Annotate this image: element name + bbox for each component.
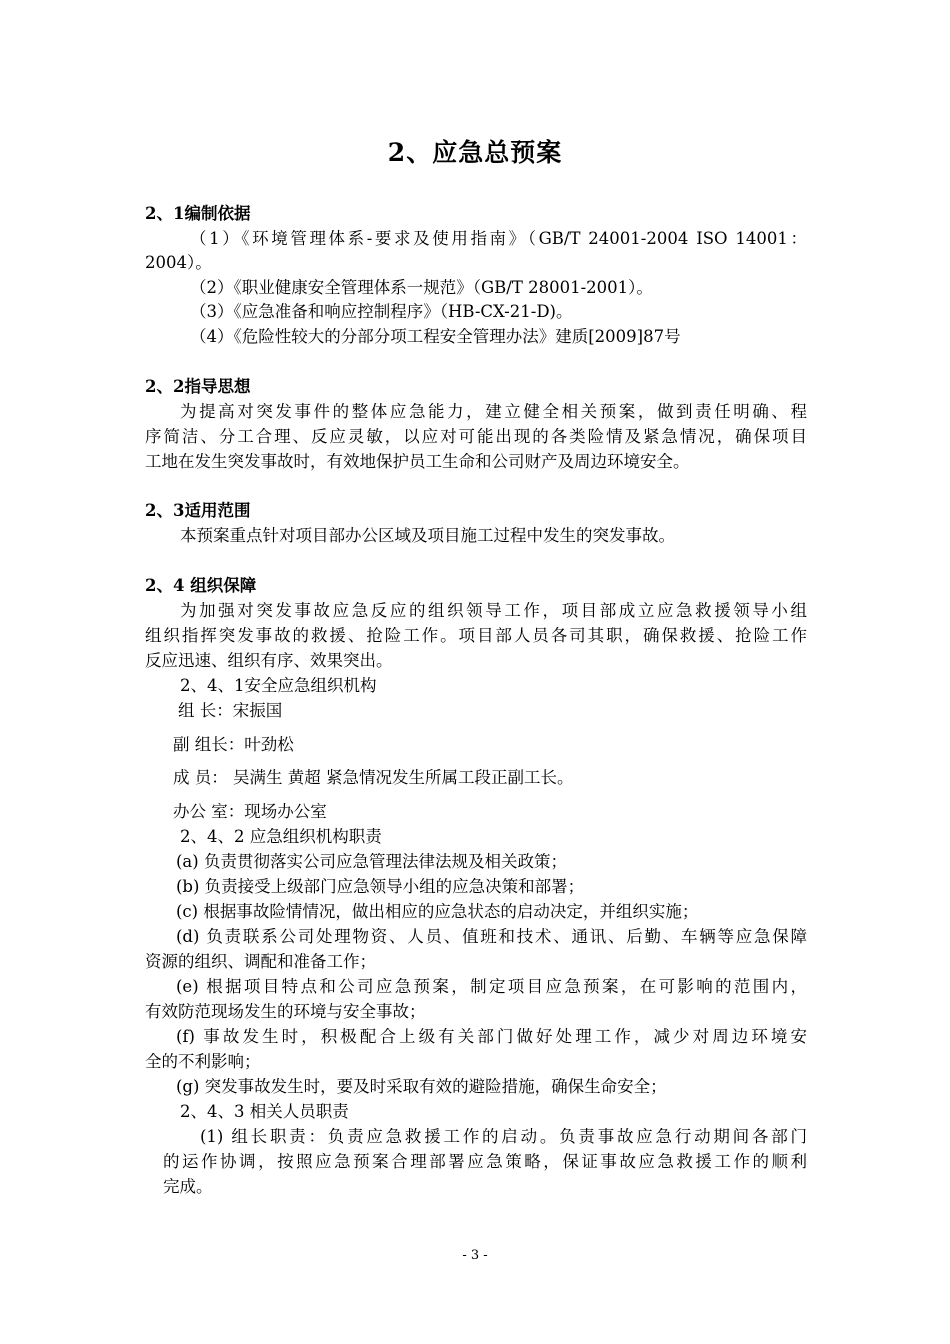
- guideline-line-1: 为提高对突发事件的整体应急能力，建立健全相关预案，做到责任明确、程: [180, 402, 807, 421]
- section-heading-2-4: 2、4 组织保障: [145, 576, 257, 595]
- guideline-line-3: 工地在发生突发事故时，有效地保护员工生命和公司财产及周边环境安全。: [145, 452, 690, 471]
- team-leader: 组 长：宋振国: [178, 701, 283, 720]
- team-deputy: 副 组长：叶劲松: [173, 735, 294, 754]
- page-title: 2、应急总预案: [387, 138, 563, 167]
- subsection-2-4-2: 2、4、2 应急组织机构职责: [180, 827, 382, 846]
- basis-item-2: （2）《职业健康安全管理体系一规范》（GB/T 28001-2001）。: [190, 278, 653, 297]
- duty-item-b: (b) 负责接受上级部门应急领导小组的应急决策和部署；: [176, 877, 585, 896]
- section-heading-2-2: 2、2指导思想: [145, 377, 251, 396]
- duty-item-c: (c) 根据事故险情情况，做出相应的应急状态的启动决定，并组织实施；: [176, 902, 699, 921]
- org-line-3: 反应迅速、组织有序、效果突出。: [145, 651, 393, 670]
- duty-item-e-cont: 有效防范现场发生的环境与安全事故；: [145, 1002, 426, 1021]
- duty-item-f: (f) 事故发生时，积极配合上级有关部门做好处理工作，减少对周边环境安: [176, 1027, 807, 1046]
- role-leader-line-2: 的运作协调，按照应急预案合理部署应急策略，保证事故应急救援工作的顺利: [163, 1152, 807, 1171]
- duty-item-d: (d) 负责联系公司处理物资、人员、值班和技术、通讯、后勤、车辆等应急保障: [176, 927, 807, 946]
- guideline-line-2: 序简洁、分工合理、反应灵敏，以应对可能出现的各类险情及紧急情况，确保项目: [145, 427, 807, 446]
- basis-item-1-cont: 2004）。: [145, 253, 212, 272]
- org-line-2: 组织指挥突发事故的救援、抢险工作。项目部人员各司其职，确保救援、抢险工作: [145, 626, 807, 645]
- section-heading-2-3: 2、3适用范围: [145, 501, 251, 520]
- section-heading-2-1: 2、1编制依据: [145, 204, 251, 223]
- org-line-1: 为加强对突发事故应急反应的组织领导工作，项目部成立应急救援领导小组: [180, 601, 807, 620]
- team-office: 办公 室：现场办公室: [173, 802, 327, 821]
- basis-item-1: （1）《环境管理体系-要求及使用指南》（GB/T 24001-2004 ISO 14001：: [190, 229, 807, 248]
- subsection-2-4-3: 2、4、3 相关人员职责: [180, 1102, 349, 1121]
- team-members: 成 员： 吴满生 黄超 紧急情况发生所属工段正副工长。: [173, 768, 574, 787]
- duty-item-f-cont: 全的不利影响；: [145, 1052, 261, 1071]
- basis-item-3: （3）《应急准备和响应控制程序》（HB-CX-21-D)。: [190, 302, 573, 321]
- duty-item-d-cont: 资源的组织、调配和准备工作；: [145, 952, 376, 971]
- duty-item-a: (a) 负责贯彻落实公司应急管理法律法规及相关政策；: [176, 852, 567, 871]
- scope-line: 本预案重点针对项目部办公区域及项目施工过程中发生的突发事故。: [180, 526, 675, 545]
- duty-item-g: (g) 突发事故发生时，要及时采取有效的避险措施，确保生命安全；: [176, 1077, 667, 1096]
- subsection-2-4-1: 2、4、1安全应急组织机构: [180, 676, 377, 695]
- role-leader-line-1: (1) 组长职责：负责应急救援工作的启动。负责事故应急行动期间各部门: [200, 1127, 807, 1146]
- basis-item-4: （4）《危险性较大的分部分项工程安全管理办法》建质[2009]87号: [190, 327, 681, 346]
- duty-item-e: (e) 根据项目特点和公司应急预案，制定项目应急预案，在可影响的范围内，: [176, 977, 807, 996]
- role-leader-line-3: 完成。: [163, 1177, 213, 1196]
- page-number: - 3 -: [462, 1248, 488, 1263]
